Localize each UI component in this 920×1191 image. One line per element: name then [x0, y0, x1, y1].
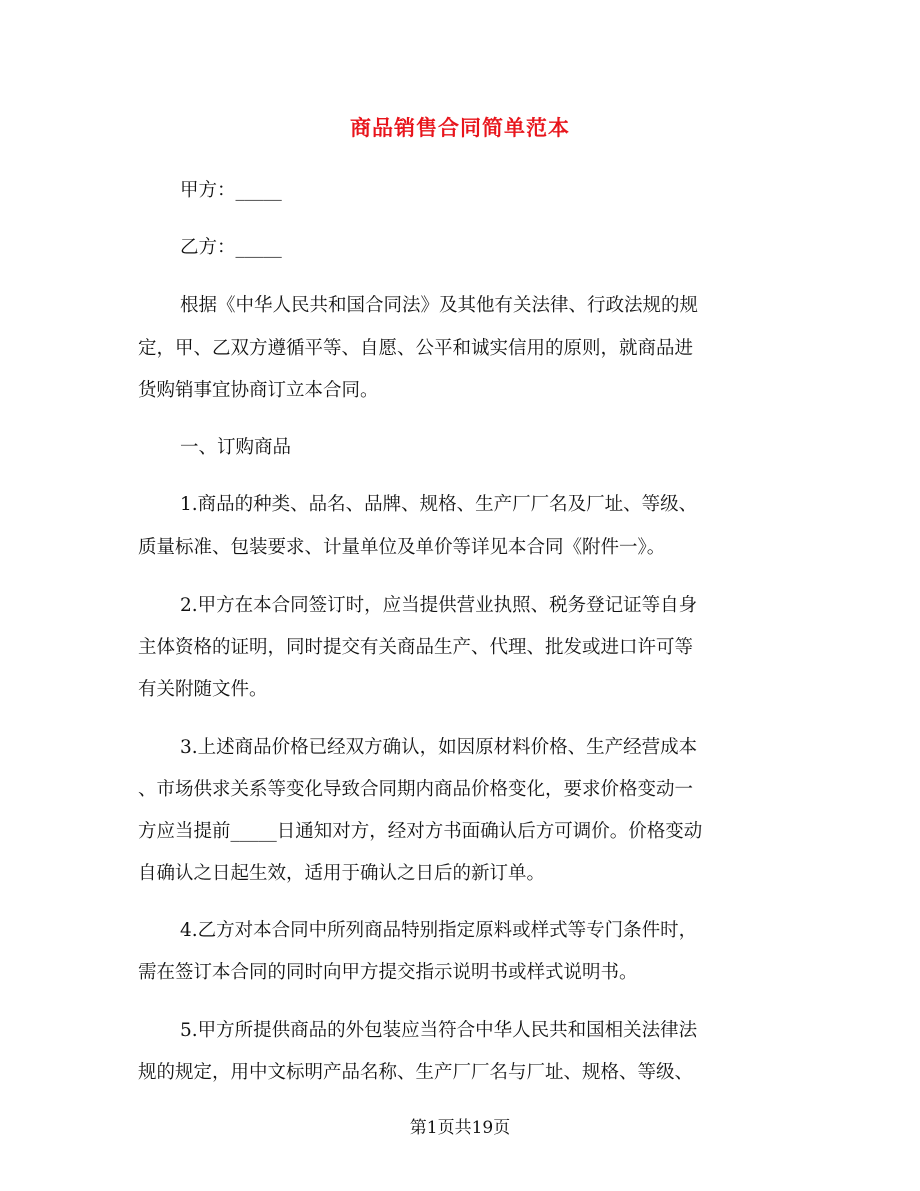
item-2-line-1: 2.甲方在本合同签订时，应当提供营业执照、税务登记证等自身: [180, 595, 698, 616]
item-3-line-4: 自确认之日起生效，适用于确认之日后的新订单。: [138, 863, 546, 884]
preamble-line-2: 定，甲、乙双方遵循平等、自愿、公平和诚实信用的原则，就商品进: [138, 338, 694, 359]
item-5-line-2: 规的规定，用中文标明产品名称、生产厂厂名与厂址、规格、等级、: [138, 1062, 694, 1083]
preamble-line-1: 根据《中华人民共和国合同法》及其他有关法律、行政法规的规: [180, 295, 699, 316]
item-1-line-2: 质量标准、包装要求、计量单位及单价等详见本合同《附件一》。: [138, 537, 666, 558]
section-heading-1: 一、订购商品: [180, 437, 292, 458]
item-5-line-1: 5.甲方所提供商品的外包装应当符合中华人民共和国相关法律法: [180, 1020, 698, 1041]
document-title: 商品销售合同简单范本: [350, 115, 570, 140]
item-3-line-3: 方应当提前_____日通知对方，经对方书面确认后方可调价。价格变动: [138, 821, 703, 842]
party-b-line: 乙方：_____: [180, 237, 282, 258]
preamble-line-3: 货购销事宜协商订立本合同。: [138, 380, 379, 401]
party-a-line: 甲方：_____: [180, 180, 282, 201]
item-3-line-1: 3.上述商品价格已经双方确认，如因原材料价格、生产经营成本: [180, 737, 698, 758]
item-3-line-2: 、市场供求关系等变化导致合同期内商品价格变化，要求价格变动一: [138, 779, 694, 800]
item-2-line-3: 有关附随文件。: [138, 679, 268, 700]
item-2-line-2: 主体资格的证明，同时提交有关商品生产、代理、批发或进口许可等: [138, 637, 694, 658]
item-4-line-1: 4.乙方对本合同中所列商品特别指定原料或样式等专门条件时，: [180, 920, 698, 941]
item-4-line-2: 需在签订本合同的同时向甲方提交指示说明书或样式说明书。: [138, 962, 638, 983]
page-number-footer: 第1页共19页: [409, 1118, 511, 1138]
item-1-line-1: 1.商品的种类、品名、品牌、规格、生产厂厂名及厂址、等级、: [180, 494, 698, 515]
